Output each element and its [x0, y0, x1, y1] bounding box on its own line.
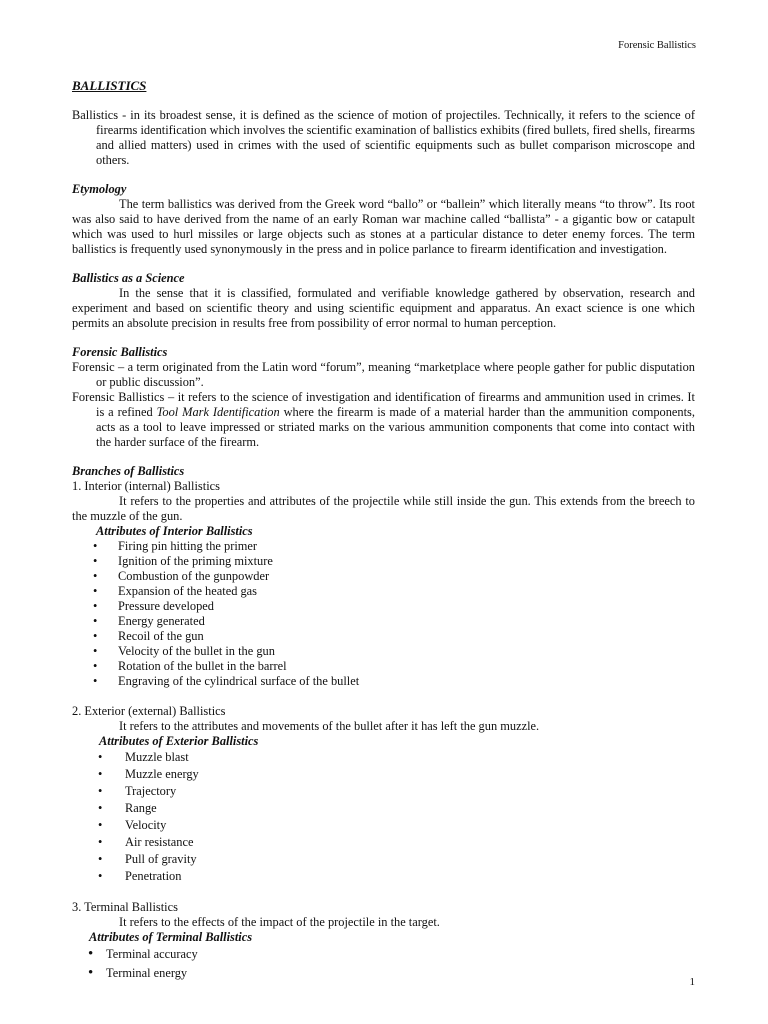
terminal-paragraph: It refers to the effects of the impact of the projectile in the target.	[119, 915, 440, 929]
tool-mark-term: Tool Mark Identification	[156, 405, 280, 419]
bullet-icon: •	[98, 852, 103, 866]
page-number: 1	[689, 976, 695, 988]
list-item: • Firing pin hitting the primer	[93, 539, 258, 553]
page-title: BALLISTICS	[72, 78, 147, 93]
bullet-icon: •	[88, 946, 94, 962]
bullet-icon: •	[93, 569, 98, 583]
list-item: • Muzzle blast	[98, 750, 189, 764]
bullet-icon: •	[98, 767, 103, 781]
science-paragraph: In the sense that it is classified, formulated and verifiable knowledge gathered by observation, research and experiment and based on scientific theory and using scientific equipment and apparatus. An exact science is one which permits an absolute precision in results free from possibility of error normal to human perception.	[72, 286, 695, 330]
list-item: • Ignition of the priming mixture	[93, 554, 273, 568]
bullet-icon: •	[93, 644, 98, 658]
bullet-icon: •	[98, 784, 103, 798]
interior-attributes-list	[72, 539, 695, 689]
bullet-icon: •	[88, 965, 94, 981]
bullet-icon: •	[98, 801, 103, 815]
bullet-icon: •	[93, 614, 98, 628]
intro-paragraph: Ballistics - in its broadest sense, it is defined as the science of motion of projectiles. Technically, it refers to the science of firearms identification which involves the scientific examination of ballistics exhibits (fired bullets, fired shells, firearms and allied matters) used in crimes with the used of scientific equipments such as bullet comparison microscope and others.	[72, 108, 695, 167]
bullet-icon: •	[93, 584, 98, 598]
science-heading: Ballistics as a Science	[72, 271, 185, 285]
list-item: • Energy generated	[93, 614, 205, 628]
bullet-icon: •	[93, 554, 98, 568]
bullet-icon: •	[98, 869, 103, 883]
list-item: • Rotation of the bullet in the barrel	[93, 659, 287, 673]
bullet-icon: •	[93, 659, 98, 673]
branches-heading: Branches of Ballistics	[72, 464, 185, 478]
bullet-icon: •	[93, 539, 98, 553]
list-item: • Recoil of the gun	[93, 629, 204, 643]
bullet-icon: •	[93, 599, 98, 613]
terminal-title: 3. Terminal Ballistics	[72, 900, 178, 914]
list-item: • Trajectory	[98, 784, 177, 798]
interior-attributes-heading: Attributes of Interior Ballistics	[96, 524, 253, 538]
list-item: • Engraving of the cylindrical surface of the bullet	[93, 674, 360, 688]
bullet-icon: •	[98, 750, 103, 764]
page-content	[72, 78, 695, 983]
list-item: • Muzzle energy	[98, 767, 199, 781]
terminal-attributes-list	[72, 945, 695, 983]
interior-title: 1. Interior (internal) Ballistics	[72, 479, 220, 493]
forensic-ballistics-text-a: Forensic Ballistics – it refers to the science of investigation and identification of firearms and ammunition used in crimes. It is a refined	[72, 390, 695, 419]
bullet-icon: •	[98, 835, 103, 849]
etymology-paragraph: The term ballistics was derived from the Greek word “ballo” or “ballein” which literally means “to throw”. Its root was also said to have derived from the name of an early Roman war machine called “ballista” - a gigantic bow or catapult which was used to hurl missiles or large objects such as stones at a particular distance to deter enemy forces. The term ballistics is frequently used synonymously in the press and in police parlance to firearm identification and investigation.	[72, 197, 695, 256]
list-item: • Terminal accuracy	[88, 946, 198, 962]
forensic-ballistics-text-b: where the firearm is made of a material harder than the ammunition components, acts as a tool to leave impressed or striated marks on the various ammunition components that come into contact with the harder surface of the firearm.	[96, 405, 695, 449]
list-item: • Terminal energy	[88, 965, 188, 981]
forensic-heading: Forensic Ballistics	[72, 345, 168, 359]
list-item: • Velocity	[98, 818, 167, 832]
forensic-ballistics-definition	[72, 390, 695, 450]
list-item: • Range	[98, 801, 157, 815]
etymology-heading: Etymology	[72, 182, 127, 196]
exterior-attributes-heading: Attributes of Exterior Ballistics	[99, 734, 259, 748]
bullet-icon: •	[93, 674, 98, 688]
terminal-attributes-heading: Attributes of Terminal Ballistics	[89, 930, 253, 944]
list-item: • Velocity of the bullet in the gun	[93, 644, 275, 658]
bullet-icon: •	[98, 818, 103, 832]
list-item: • Pressure developed	[93, 599, 214, 613]
exterior-title: 2. Exterior (external) Ballistics	[72, 704, 226, 718]
interior-paragraph: It refers to the properties and attributes of the projectile while still inside the gun. This extends from the breech to the muzzle of the gun.	[72, 494, 695, 523]
running-header: Forensic Ballistics	[618, 40, 696, 51]
exterior-attributes-list	[72, 749, 695, 885]
list-item: • Expansion of the heated gas	[93, 584, 258, 598]
list-item: • Combustion of the gunpowder	[93, 569, 270, 583]
list-item: • Pull of gravity	[98, 852, 197, 866]
forensic-definition: Forensic – a term originated from the Latin word “forum”, meaning “marketplace where people gather for public disputation or public discussion”.	[72, 360, 695, 389]
list-item: • Penetration	[98, 869, 182, 883]
bullet-icon: •	[93, 629, 98, 643]
list-item: • Air resistance	[98, 835, 194, 849]
exterior-paragraph: It refers to the attributes and movements of the bullet after it has left the gun muzzle.	[119, 719, 540, 733]
